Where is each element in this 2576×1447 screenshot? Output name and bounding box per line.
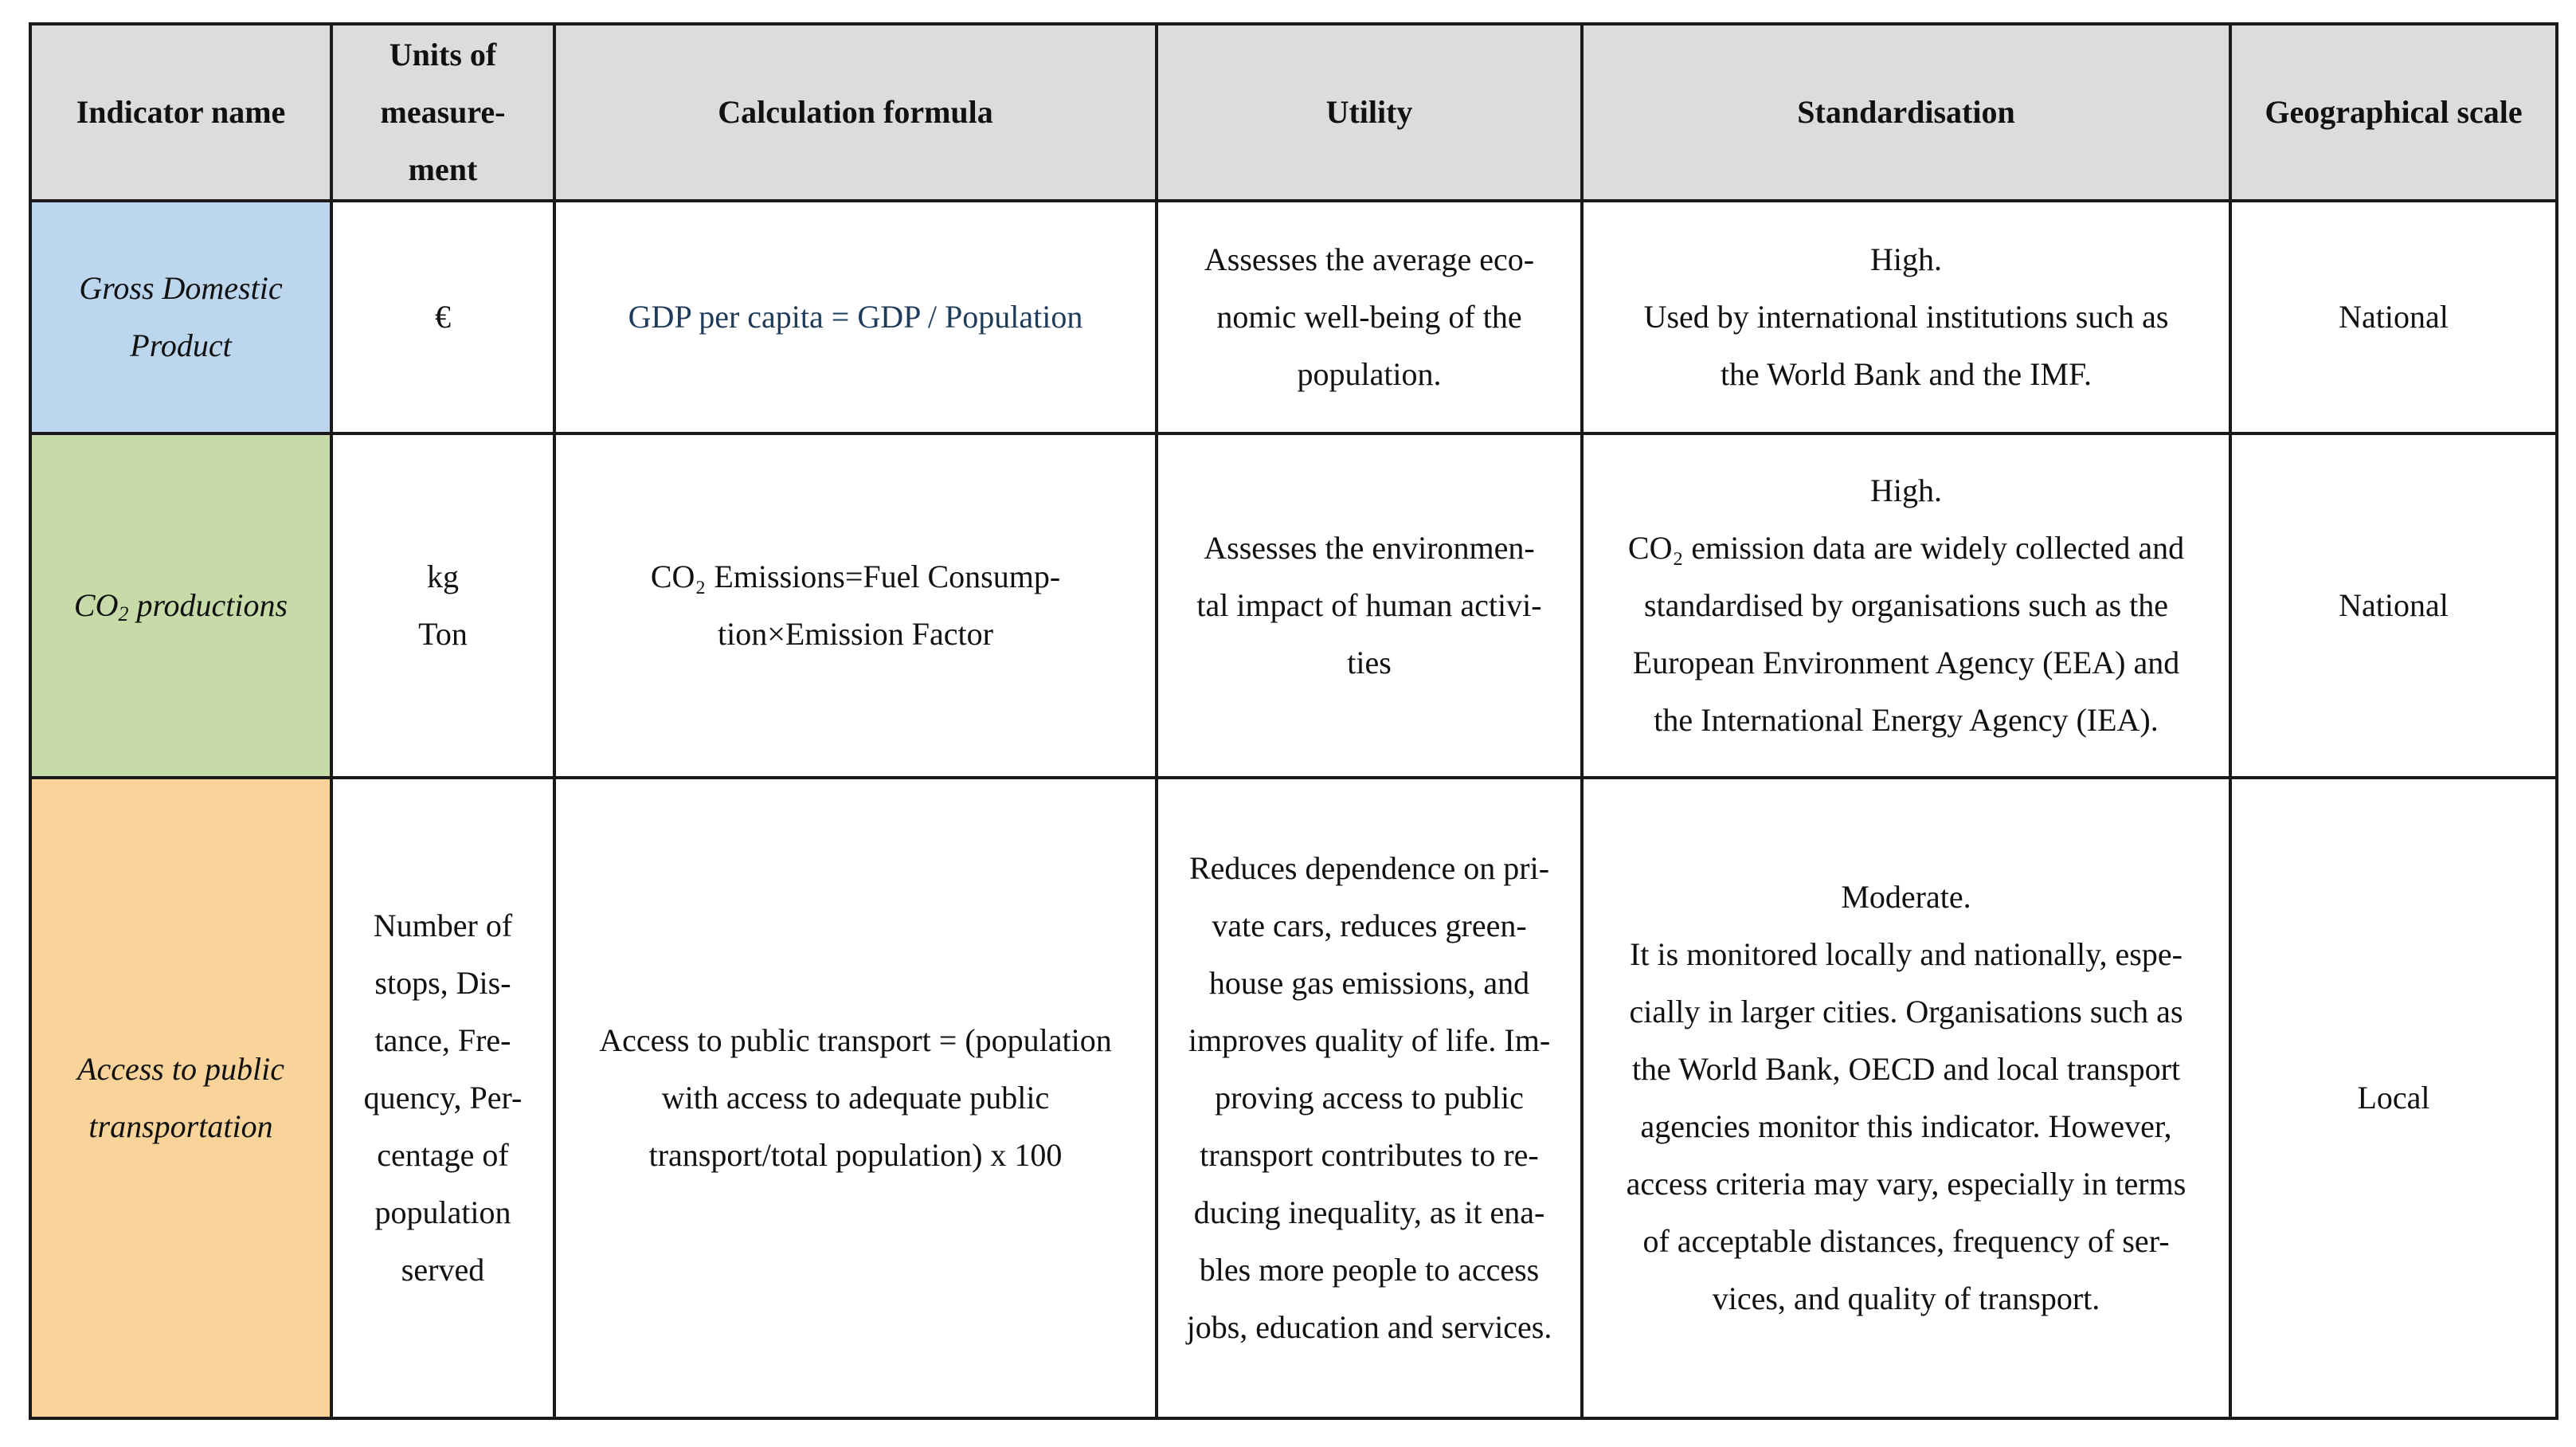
geo-scale-cell: National	[2230, 201, 2557, 433]
utility-line: ducing inequality, as it ena-	[1193, 1194, 1545, 1230]
standardisation-cell	[1582, 201, 2230, 433]
header-row	[30, 24, 2557, 201]
utility-line: house gas emissions, and	[1208, 965, 1530, 1001]
formula-line: tion×Emission Factor	[718, 616, 993, 652]
units-line: quency, Per-	[363, 1080, 523, 1116]
units-cell	[331, 433, 554, 778]
utility-line: vate cars, reduces green-	[1212, 908, 1527, 943]
standardisation-line: High.	[1870, 241, 1942, 277]
units-line: population	[374, 1194, 511, 1230]
units-line: €	[435, 299, 451, 335]
formula-line: GDP per capita = GDP / Population	[628, 299, 1083, 335]
standardisation-line: access criteria may vary, especially in terms	[1626, 1166, 2186, 1202]
utility-line: proving access to public	[1215, 1080, 1524, 1116]
standardisation-line: the International Energy Agency (IEA).	[1654, 702, 2159, 738]
indicator-name-cell	[30, 201, 331, 433]
header-geo-scale: Geographical scale	[2230, 24, 2557, 201]
utility-line: nomic well-being of the	[1216, 299, 1522, 335]
indicator-name-cell	[30, 433, 331, 778]
indicator-name-suffix: productions	[128, 587, 288, 623]
utility-line: tal impact of human activi-	[1196, 587, 1542, 623]
units-line: kg	[427, 559, 459, 594]
utility-line: improves quality of life. Im-	[1188, 1022, 1551, 1058]
standardisation-line: European Environment Agency (EEA) and	[1632, 645, 2180, 680]
units-line: stops, Dis-	[374, 965, 511, 1001]
indicators-table	[29, 22, 2558, 1420]
standardisation-line: Used by international institutions such as	[1643, 299, 2169, 335]
standardisation-line: cially in larger cities. Organisations such as	[1629, 994, 2183, 1029]
units-line: centage of	[377, 1137, 509, 1173]
header-units-line-3: ment	[408, 151, 478, 187]
standardisation-line: standardised by organisations such as the	[1643, 587, 2169, 623]
utility-cell	[1157, 778, 1582, 1418]
header-units	[331, 24, 554, 201]
units-cell	[331, 201, 554, 433]
standardisation-line: the World Bank, OECD and local transport	[1631, 1051, 2181, 1087]
standardisation-line: agencies monitor this indicator. However,	[1640, 1108, 2172, 1144]
utility-line: bles more people to access	[1199, 1252, 1540, 1288]
indicator-name-line: Product	[130, 327, 232, 363]
formula-cell	[554, 201, 1157, 433]
units-line: served	[401, 1252, 485, 1288]
header-units-line-2: measure-	[380, 94, 506, 130]
indicator-name-cell	[30, 778, 331, 1418]
utility-cell	[1157, 433, 1582, 778]
header-utility: Utility	[1157, 24, 1582, 201]
utility-line: Reduces dependence on pri-	[1188, 850, 1550, 886]
utility-line: Assesses the average eco-	[1204, 241, 1535, 277]
indicator-name-prefix: CO	[73, 587, 119, 623]
standardisation-line: vices, and quality of transport.	[1712, 1280, 2100, 1316]
geo-scale-cell: Local	[2230, 778, 2557, 1418]
utility-line: population.	[1297, 356, 1442, 392]
units-line: tance, Fre-	[374, 1022, 511, 1058]
standardisation-line: It is monitored locally and nationally, espe-	[1630, 936, 2183, 972]
units-cell	[331, 778, 554, 1418]
standardisation-line: CO₂ emission data are widely collected and	[1627, 530, 2185, 566]
table-row	[30, 778, 2557, 1418]
utility-line: transport contributes to re-	[1200, 1137, 1539, 1173]
indicator-name-line: Gross Domestic	[79, 270, 283, 306]
standardisation-cell	[1582, 433, 2230, 778]
standardisation-line: Moderate.	[1841, 879, 1971, 915]
standardisation-line: the World Bank and the IMF.	[1720, 356, 2093, 392]
table-row	[30, 201, 2557, 433]
indicator-name-line: Access to public	[77, 1051, 284, 1087]
standardisation-cell	[1582, 778, 2230, 1418]
indicator-name-subscript: 2	[118, 602, 129, 625]
utility-line: jobs, education and services.	[1186, 1309, 1552, 1345]
geo-scale-cell: National	[2230, 433, 2557, 778]
utility-line: ties	[1347, 645, 1392, 680]
header-units-line-1: Units of	[389, 37, 497, 73]
header-formula: Calculation formula	[554, 24, 1157, 201]
utility-line: Assesses the environmen-	[1204, 530, 1535, 566]
units-line: Number of	[373, 908, 513, 943]
formula-cell	[554, 433, 1157, 778]
formula-line: CO₂ Emissions=Fuel Consump-	[650, 559, 1061, 594]
formula-line: Access to public transport = (population	[599, 1022, 1112, 1058]
standardisation-line: of acceptable distances, frequency of ser-	[1642, 1223, 2170, 1259]
formula-cell	[554, 778, 1157, 1418]
header-standardisation: Standardisation	[1582, 24, 2230, 201]
units-line: Ton	[418, 616, 468, 652]
formula-line: with access to adequate public	[661, 1080, 1050, 1116]
table-row	[30, 433, 2557, 778]
formula-line: transport/total population) x 100	[648, 1137, 1063, 1173]
standardisation-line: High.	[1870, 473, 1942, 508]
indicator-name-line: transportation	[88, 1108, 273, 1144]
utility-cell	[1157, 201, 1582, 433]
header-indicator-name: Indicator name	[30, 24, 331, 201]
